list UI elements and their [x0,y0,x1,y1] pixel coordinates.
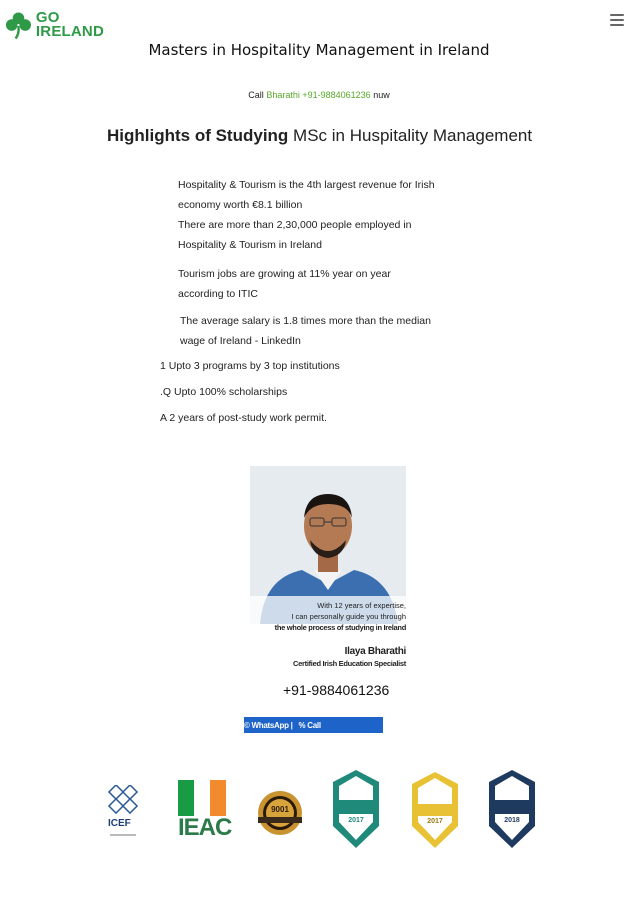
highlight-line: economy worth €8.1 billion [178,198,303,211]
ieac-label: IEAC [178,814,232,841]
icef-badge [106,785,140,841]
heading-bold: Highlights of Studying [107,126,289,145]
call-button[interactable]: % Call [298,720,321,730]
logo-line-2: IRELAND [35,23,104,40]
call-contact-link[interactable]: Bharathi +91-9884061236 [266,90,371,100]
go-ireland-logo[interactable] [4,8,104,42]
award-year: 2018 [504,817,520,824]
highlight-item [178,176,435,215]
award-year: 2017 [348,817,364,824]
caption-line-1: With 12 years of expertise, [317,601,406,610]
consultant-name: Ilaya Bharathi [344,646,406,657]
award-badge-green [333,770,379,848]
highlight-line: wage of Ireland - LinkedIn [180,334,301,347]
logo-text [36,11,104,39]
gold-shield-icon [412,772,458,848]
highlights-heading [107,126,532,146]
benefit-item: A 2 years of post-study work permit. [160,412,327,424]
page-title: Masters in Hospitality Management in Ireland [148,41,490,59]
hamburger-menu-icon[interactable] [610,14,624,26]
highlight-item [178,216,412,255]
call-line [0,90,638,100]
award-year: 2017 [427,818,443,825]
logo-line-1: GO [35,9,60,26]
award-badge-navy [489,770,535,848]
contact-action-bar [244,717,383,733]
highlight-line: Hospitality & Tourism in Ireland [178,238,322,251]
whatsapp-button[interactable]: © WhatsApp | [244,720,293,730]
iso-badge [256,789,304,837]
shamrock-icon [4,10,33,40]
highlight-line: The average salary is 1.8 times more than the median [180,315,431,327]
caption-line-2: I can personally guide you through [291,612,406,621]
icef-label: ICEF [108,818,131,829]
heading-rest: MSc in Huspitality Management [293,126,533,145]
ieac-badge [178,780,232,844]
award-badge-gold [412,772,458,848]
photo-caption [250,600,406,633]
irish-flag-icon [178,780,228,816]
iso-label: 9001 [271,805,289,814]
call-suffix: nuw [373,90,390,100]
highlight-line: according to ITIC [178,287,258,300]
consultant-role: Certified Irish Education Specialist [293,659,406,668]
highlight-line: Tourism jobs are growing at 11% year on year [178,268,391,280]
highlight-line: Hospitality & Tourism is the 4th largest revenue for Irish [178,179,435,191]
highlight-item [180,312,431,351]
highlight-line: There are more than 2,30,000 people employed in [178,219,412,231]
navy-shield-icon [489,770,535,848]
benefit-item: 1 Upto 3 programs by 3 top institutions [160,360,340,372]
green-shield-icon [333,770,379,848]
benefit-item: .Q Upto 100% scholarships [160,386,288,398]
icef-logo-icon [106,785,140,841]
call-prefix: Call [248,90,264,100]
phone-number[interactable]: +91-9884061236 [283,682,390,698]
caption-line-3: the whole process of studying in Ireland [274,623,406,632]
highlight-item [178,265,391,304]
